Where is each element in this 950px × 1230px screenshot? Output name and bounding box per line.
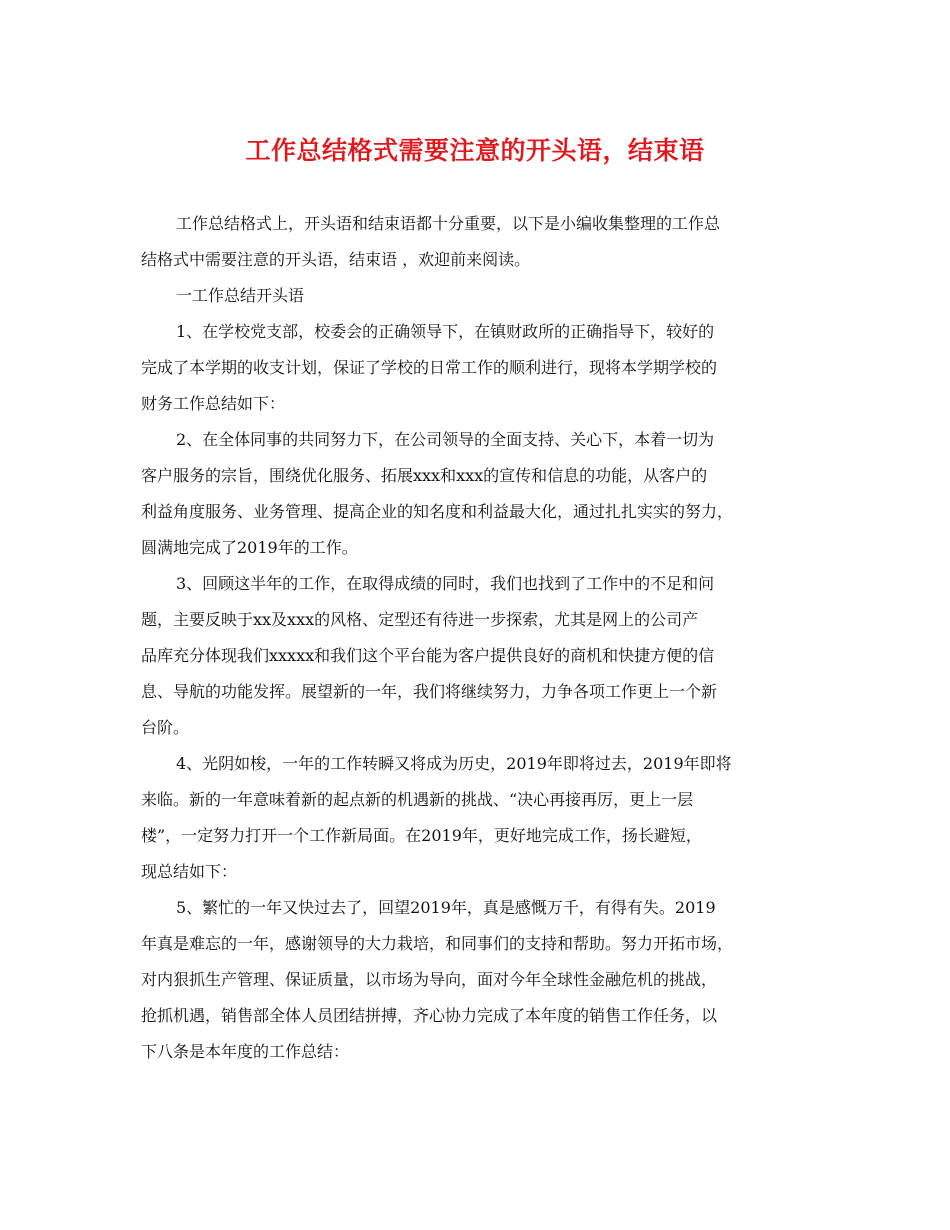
text-line: 题，主要反映于xx及xxx的风格、定型还有待进一步探索，尤其是网上的公司产 [141, 610, 699, 629]
paragraph-item-5 [141, 890, 821, 1070]
text-line: 下八条是本年度的工作总结： [141, 1042, 350, 1061]
text-line: 息、导航的功能发挥。展望新的一年，我们将继续努力，力争各项工作更上一个新 [141, 682, 718, 701]
text-line: 1、在学校党支部，校委会的正确领导下，在镇财政所的正确指导下，较好的 [176, 322, 715, 341]
text-line: 客户服务的宗旨，围绕优化服务、拓展xxx和xxx的宣传和信息的功能，从客户的 [141, 466, 708, 485]
text-line: 利益角度服务、业务管理、提高企业的知名度和利益最大化，通过扎扎实实的努力， [141, 502, 734, 521]
text-line: 年真是难忘的一年，感谢领导的大力栽培，和同事们的支持和帮助。努力开拓市场， [141, 934, 734, 953]
text-line: 财务工作总结如下： [141, 394, 286, 413]
document-title: 工作总结格式需要注意的开头语，结束语 [245, 136, 705, 165]
document-body [141, 206, 821, 1070]
text-line: 4、光阴如梭，一年的工作转瞬又将成为历史，2019年即将过去，2019年即将 [176, 754, 732, 773]
paragraph-intro [141, 206, 821, 278]
text-line: 台阶。 [141, 718, 190, 737]
text-line: 5、繁忙的一年又快过去了，回望2019年，真是感慨万千，有得有失。2019 [176, 898, 716, 917]
text-line: 抢抓机遇，销售部全体人员团结拼搏，齐心协力完成了本年度的销售工作任务，以 [141, 1006, 718, 1025]
paragraph-item-3 [141, 566, 821, 746]
text-line: 对内狠抓生产管理、保证质量，以市场为导向，面对今年全球性金融危机的挑战， [141, 970, 718, 989]
text-line: 圆满地完成了2019年的工作。 [141, 538, 358, 557]
text-line: 工作总结格式上，开头语和结束语都十分重要，以下是小编收集整理的工作总 [176, 214, 721, 233]
text-line: 一工作总结开头语 [176, 286, 305, 305]
section-heading [141, 278, 821, 314]
text-line: 现总结如下： [141, 862, 238, 881]
text-line: 结格式中需要注意的开头语，结束语 ，欢迎前来阅读。 [141, 250, 531, 269]
text-line: 3、回顾这半年的工作，在取得成绩的同时，我们也找到了工作中的不足和问 [176, 574, 715, 593]
text-line: 2、在全体同事的共同努力下，在公司领导的全面支持、关心下，本着一切为 [176, 430, 715, 449]
paragraph-item-4 [141, 746, 821, 890]
paragraph-item-2 [141, 422, 821, 566]
text-line: 楼”，一定努力打开一个工作新局面。在2019年，更好地完成工作，扬长避短， [141, 826, 702, 845]
paragraph-item-1 [141, 314, 821, 422]
text-line: 来临。新的一年意味着新的起点新的机遇新的挑战、“决心再接再厉，更上一层 [141, 790, 694, 809]
text-line: 品库充分体现我们xxxxx和我们这个平台能为客户提供良好的商机和快捷方便的信 [141, 646, 715, 665]
text-line: 完成了本学期的收支计划，保证了学校的日常工作的顺利进行，现将本学期学校的 [141, 358, 718, 377]
